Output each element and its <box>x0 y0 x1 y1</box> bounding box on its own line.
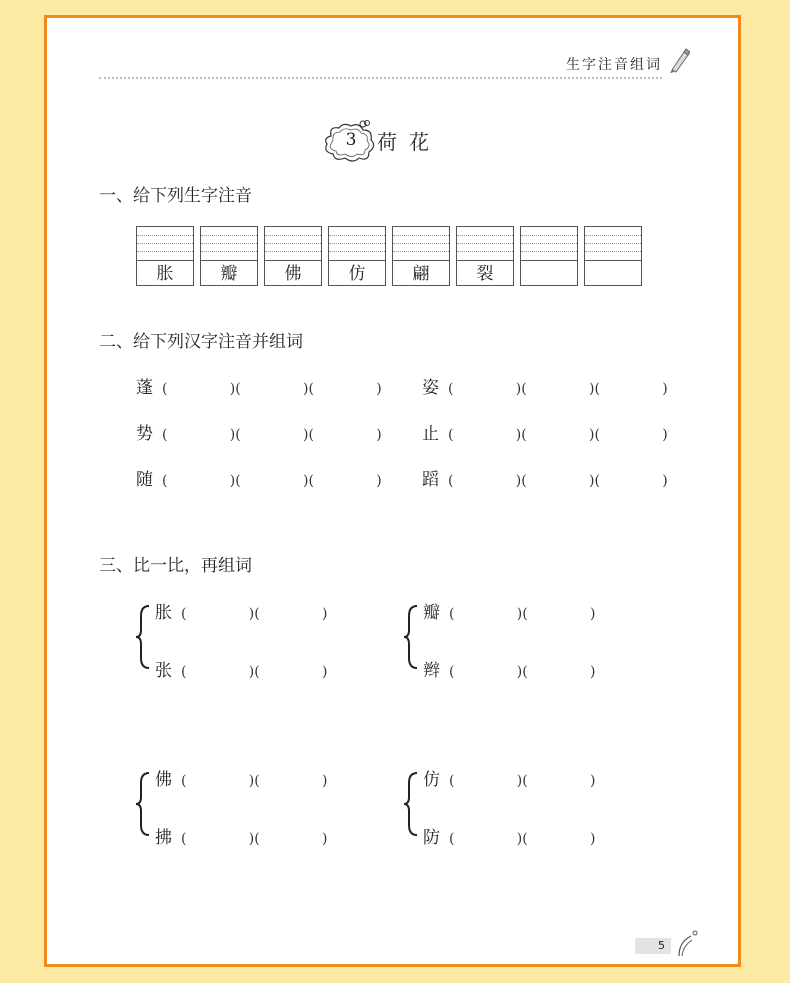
word-row: 止 ( )( )( ) <box>422 419 668 444</box>
compare-row: 辫 ( )( ) <box>423 656 595 681</box>
pinyin-lines <box>137 227 193 260</box>
compare-char: 胀 <box>155 603 172 623</box>
pinyin-lines <box>457 227 513 260</box>
row-char: 蓬 <box>136 378 153 398</box>
swirl-decoration-icon <box>675 928 699 958</box>
section-2-title: 二、给下列汉字注音并组词 <box>99 332 303 352</box>
row-char: 蹈 <box>422 470 439 490</box>
pinyin-lines <box>201 227 257 260</box>
lesson-title: 荷花 <box>377 130 441 154</box>
grid-cell <box>392 226 450 286</box>
grid-char: 胀 <box>137 260 193 285</box>
pinyin-lines <box>265 227 321 260</box>
compare-row: 仿 ( )( ) <box>423 765 595 790</box>
header-divider <box>99 77 662 79</box>
word-row: 随 ( )( )( ) <box>136 465 382 490</box>
pinyin-lines <box>521 227 577 260</box>
word-row: 蓬 ( )( )( ) <box>136 373 382 398</box>
grid-char: 裂 <box>457 260 513 285</box>
pinyin-lines <box>393 227 449 260</box>
brace-icon <box>403 604 419 670</box>
compare-row: 拂 ( )( ) <box>155 823 327 848</box>
pinyin-lines <box>585 227 641 260</box>
compare-row: 防 ( )( ) <box>423 823 595 848</box>
word-row: 姿 ( )( )( ) <box>422 373 668 398</box>
grid-char: 佛 <box>265 260 321 285</box>
section-3-title: 三、比一比，再组词 <box>99 556 252 576</box>
page-frame <box>44 15 741 967</box>
pinyin-lines <box>329 227 385 260</box>
compare-char: 佛 <box>155 770 172 790</box>
compare-row: 佛 ( )( ) <box>155 765 327 790</box>
compare-char: 防 <box>423 828 440 848</box>
pencil-icon <box>666 46 690 74</box>
compare-char: 拂 <box>155 828 172 848</box>
compare-char: 仿 <box>423 770 440 790</box>
compare-char: 辫 <box>423 661 440 681</box>
grid-cell <box>200 226 258 286</box>
grid-cell <box>264 226 322 286</box>
compare-row: 胀 ( )( ) <box>155 598 327 623</box>
compare-row: 瓣 ( )( ) <box>423 598 595 623</box>
grid-char <box>521 260 577 285</box>
lesson-heading <box>319 116 519 176</box>
row-char: 姿 <box>422 378 439 398</box>
grid-cell <box>456 226 514 286</box>
row-char: 势 <box>136 424 153 444</box>
grid-char <box>585 260 641 285</box>
lesson-number: 3 <box>345 130 357 150</box>
compare-char: 张 <box>155 661 172 681</box>
row-char: 止 <box>422 424 439 444</box>
page-number: 5 <box>635 938 671 954</box>
grid-cell <box>520 226 578 286</box>
compare-char: 瓣 <box>423 603 440 623</box>
grid-cell <box>136 226 194 286</box>
compare-row: 张 ( )( ) <box>155 656 327 681</box>
grid-char: 瓣 <box>201 260 257 285</box>
word-row: 蹈 ( )( )( ) <box>422 465 668 490</box>
grid-char: 仿 <box>329 260 385 285</box>
row-char: 随 <box>136 470 153 490</box>
page-header-title: 生字注音组词 <box>566 57 662 73</box>
brace-icon <box>135 771 151 837</box>
grid-cell <box>584 226 642 286</box>
grid-char: 翩 <box>393 260 449 285</box>
word-row: 势 ( )( )( ) <box>136 419 382 444</box>
brace-icon <box>135 604 151 670</box>
brace-icon <box>403 771 419 837</box>
section-1-title: 一、给下列生字注音 <box>99 186 252 206</box>
grid-cell <box>328 226 386 286</box>
